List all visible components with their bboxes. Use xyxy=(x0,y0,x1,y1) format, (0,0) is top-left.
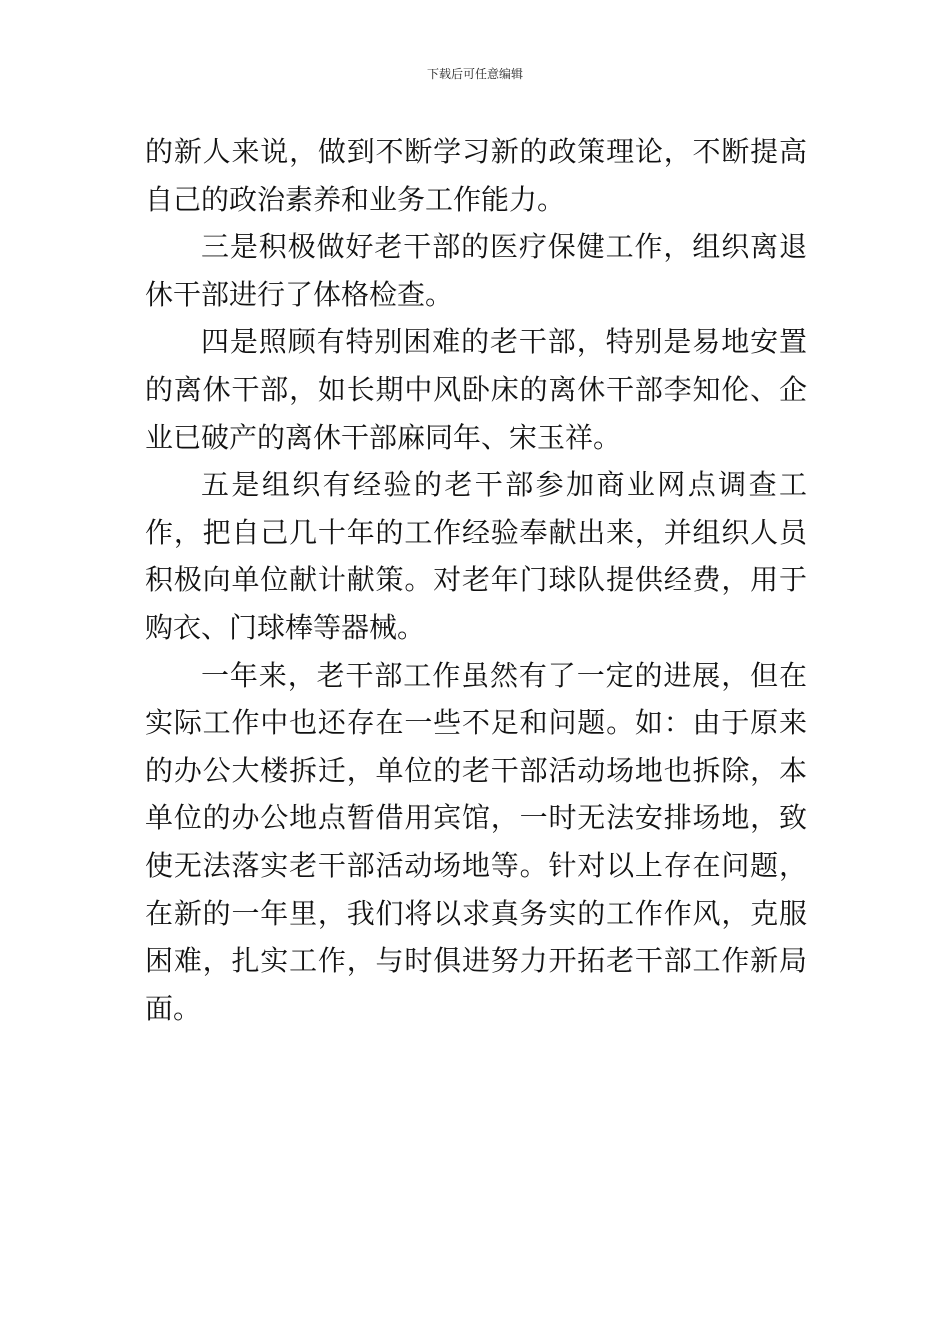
paragraph-special-care: 四是照顾有特别困难的老干部，特别是易地安置的离休干部，如长期中风卧床的离休干部李知伦、企业已破产的离休干部麻同年、宋玉祥。 xyxy=(145,325,807,454)
page-header-note: 下载后可任意编辑 xyxy=(426,67,523,81)
document-body xyxy=(145,128,807,1032)
paragraph-experience-contribution: 五是组织有经验的老干部参加商业网点调查工作，把自己几十年的工作经验奉献出来，并组织人员积极向单位献计献策。对老年门球队提供经费，用于购衣、门球棒等器械。 xyxy=(145,468,807,644)
paragraph-continuation: 的新人来说，做到不断学习新的政策理论，不断提高自己的政治素养和业务工作能力。 xyxy=(145,135,807,216)
paragraph-summary: 一年来，老干部工作虽然有了一定的进展，但在实际工作中也还存在一些不足和问题。如：由于原来的办公大楼拆迁，单位的老干部活动场地也拆除，本单位的办公地点暂借用宾馆，一时无法安排场地，致使无法落实老干部活动场地等。针对以上存在问题，在新的一年里，我们将以求真务实的工作作风，克服困难，扎实工作，与时俱进努力开拓老干部工作新局面。 xyxy=(145,658,807,1025)
paragraph-medical-care: 三是积极做好老干部的医疗保健工作，组织离退休干部进行了体格检查。 xyxy=(145,230,807,311)
